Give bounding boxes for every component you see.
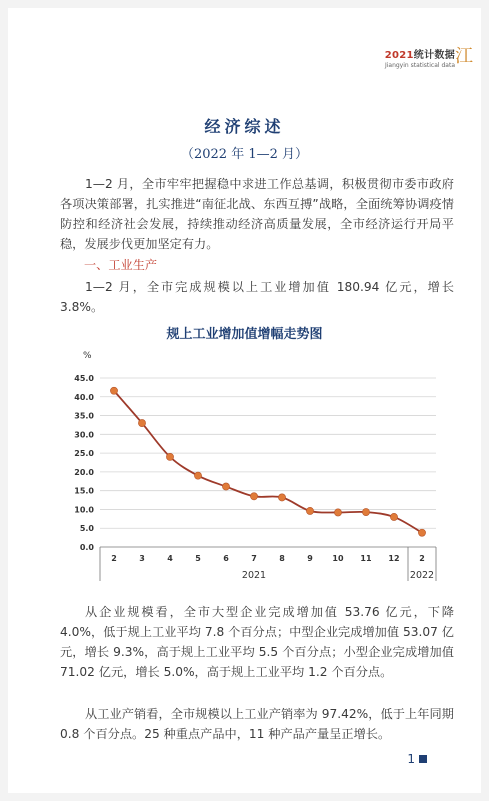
y-tick-label: 40.0 (74, 392, 94, 402)
data-point (278, 494, 285, 501)
enterprise-size-paragraph: 从企业规模看，全市大型企业完成增加值 53.76 亿元，下降 4.0%，低于规上工业平均 7.8 个百分点；中型企业完成增加值 53.07 亿元，增长 9.3%，高于规上工业平均 5.5 个百分点；小型企业完成增加值 71.02 亿元，增长 5.0%，高于规上工业平均 1.2 个百分点。 (60, 605, 454, 679)
brand-title (385, 46, 455, 61)
x-tick-label: 11 (360, 554, 372, 563)
industry-paragraph: 1—2 月，全市完成规模以上工业增加值 180.94 亿元，增长 3.8%。 (60, 280, 454, 314)
brand-subtitle: Jiangyin statistical data (384, 62, 455, 69)
page-number-text: 1 (407, 752, 415, 766)
y-tick-label: 30.0 (74, 430, 94, 440)
x-tick-label: 5 (195, 554, 201, 563)
data-point (306, 507, 313, 514)
x-tick-label: 12 (388, 554, 400, 563)
brand-header (384, 46, 473, 69)
y-tick-label: 5.0 (79, 524, 94, 534)
page-marker (419, 755, 427, 763)
section-heading-industry: 一、工业生产 (84, 258, 158, 272)
y-tick-label: 25.0 (74, 449, 94, 459)
y-tick-label: 10.0 (74, 505, 94, 515)
x-tick-label: 6 (223, 554, 229, 563)
data-point (138, 419, 145, 426)
page-subtitle: （2022 年 1—2 月） (180, 147, 309, 162)
x-tick-label: 2 (419, 554, 425, 563)
x-tick-label: 4 (167, 554, 173, 563)
data-point (250, 493, 257, 500)
brand-logo: 江 (455, 46, 473, 67)
x-tick-label: 10 (332, 554, 344, 563)
data-point (418, 529, 425, 536)
growth-line-chart (60, 340, 454, 588)
x-tick-label: 3 (139, 554, 145, 563)
brand-name: 统计数据 (413, 50, 455, 61)
series-line (114, 391, 422, 533)
x-tick-label: 7 (251, 554, 257, 563)
data-point (222, 483, 229, 490)
x-group-label: 2022 (409, 570, 435, 581)
x-group-label: 2021 (241, 570, 267, 581)
data-point (166, 453, 173, 460)
x-tick-label: 9 (307, 554, 313, 563)
y-tick-label: 45.0 (74, 374, 94, 383)
y-axis-unit-label: % (83, 351, 92, 361)
y-tick-label: 0.0 (79, 543, 94, 552)
x-tick-label: 2 (111, 554, 117, 563)
data-point (362, 508, 369, 515)
y-tick-label: 15.0 (74, 486, 94, 496)
brand-year: 2021 (384, 50, 414, 61)
data-point (194, 472, 201, 479)
y-tick-label: 35.0 (74, 411, 94, 421)
page-number (407, 752, 427, 766)
data-point (334, 509, 341, 516)
chart-title: 规上工业增加值增幅走势图 (166, 327, 323, 342)
y-tick-label: 20.0 (74, 467, 94, 477)
document-page (8, 8, 481, 793)
sales-paragraph: 从工业产销看，全市规模以上工业产销率为 97.42%，低于上年同期 0.8 个百分点。25 种重点产品中，11 种产品产量呈正增长。 (60, 707, 454, 741)
data-point (390, 513, 397, 520)
x-tick-label: 8 (279, 554, 285, 563)
data-point (110, 387, 117, 394)
intro-paragraph: 1—2 月，全市牢牢把握稳中求进工作总基调，积极贯彻市委市政府各项决策部署，扎实推进“南征北战、东西互搏”战略，全面统筹协调疫情防控和经济社会发展，持续推动经济高质量发展，全市经济运行开局平稳，发展步伐更加坚定有力。 (60, 177, 454, 251)
page-title: 经济综述 (204, 117, 285, 136)
